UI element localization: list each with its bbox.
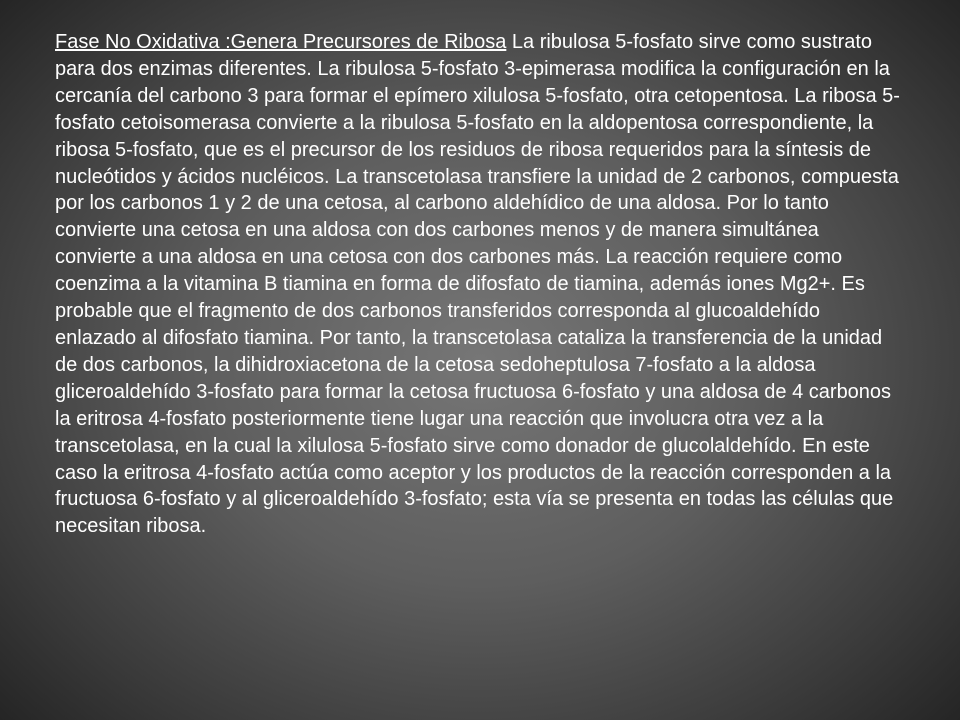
- slide-paragraph: [55, 29, 905, 540]
- slide-heading: Fase No Oxidativa :Genera Precursores de Ribosa: [55, 31, 507, 53]
- slide-body-text: La ribulosa 5-fosfato sirve como sustrato para dos enzimas diferentes. La ribulosa 5-fosfato 3-epimerasa modifica la configuración en la cercanía del carbono 3 para formar el epímero xilulosa 5-fosfato, otra cetopentosa. La ribosa 5-fosfato cetoisomerasa convierte a la ribulosa 5-fosfato en la aldopentosa correspondiente, la ribosa 5-fosfato, que es el precursor de los residuos de ribosa requeridos para la síntesis de nucleótidos y ácidos nucléicos. La transcetolasa transfiere la unidad de 2 carbonos, compuesta por los carbonos 1 y 2 de una cetosa, al carbono aldehídico de una aldosa. Por lo tanto convierte una cetosa en una aldosa con dos carbones menos y de manera simultánea convierte a una aldosa en una cetosa con dos carbones más. La reacción requiere como coenzima a la vitamina B tiamina en forma de difosfato de tiamina, además iones Mg2+. Es probable que el fragmento de dos carbonos transferidos corresponda al glucoaldehído enlazado al difosfato tiamina. Por tanto, la transcetolasa cataliza la transferencia de la unidad de dos carbonos, la dihidroxiacetona de la cetosa sedoheptulosa 7-fosfato a la aldosa gliceroaldehído 3-fosfato para formar la cetosa fructuosa 6-fosfato y una aldosa de 4 carbonos la eritrosa 4-fosfato posteriormente tiene lugar una reacción que involucra otra vez a la transcetolasa, en la cual la xilulosa 5-fosfato sirve como donador de glucolaldehído. En este caso la eritrosa 4-fosfato actúa como aceptor y los productos de la reacción corresponden a la fructuosa 6-fosfato y al gliceroaldehído 3-fosfato; esta vía se presenta en todas las células que necesitan ribosa.: [55, 31, 900, 538]
- slide-text-block: [55, 29, 905, 540]
